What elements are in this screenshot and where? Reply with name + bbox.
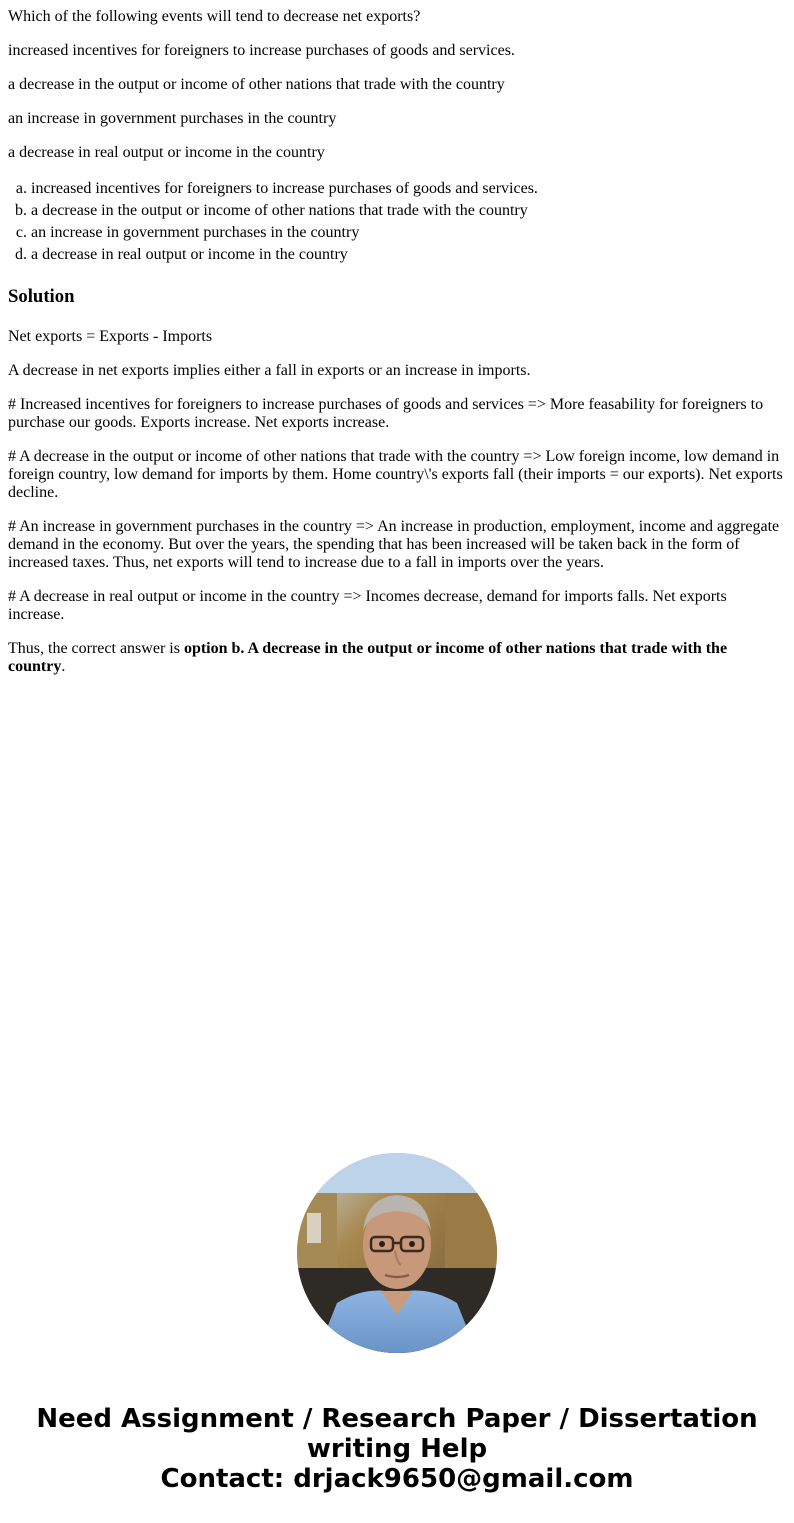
person-photo-icon: [297, 1153, 497, 1353]
choice-list: [8, 178, 786, 266]
conclusion-answer: option b. A decrease in the output or income of other nations that trade with the country: [8, 640, 728, 675]
promo-line-1: Need Assignment / Research Paper / Dissertation: [36, 1404, 758, 1434]
question-text: Which of the following events will tend to decrease net exports?: [8, 8, 421, 25]
solution-heading: Solution: [8, 286, 75, 307]
promo-line-2: writing Help: [306, 1434, 488, 1464]
solution-paragraph: A decrease in net exports implies either a fall in exports or an increase in imports.: [8, 362, 531, 379]
choice-item-c: c. an increase in government purchases in the country: [31, 222, 786, 244]
solution-paragraph: # A decrease in the output or income of other nations that trade with the country => Low foreign income, low demand in foreign country, low demand for imports by them. Home country\'s exports fall (their imports = our exports). Net exports decline.: [8, 448, 783, 501]
choice-item-a: a. increased incentives for foreigners to increase purchases of goods and services.: [31, 178, 786, 200]
solution-paragraph: # An increase in government purchases in the country => An increase in production, employment, income and aggregate demand in the economy. But over the years, the spending that has been increased will be taken back in the form of increased taxes. Thus, net exports will tend to increase due to a fall in imports over the years.: [8, 518, 780, 571]
promo-banner: [0, 1404, 794, 1494]
conclusion-prefix: Thus, the correct answer is: [8, 640, 184, 657]
choice-item-d: d. a decrease in real output or income in the country: [31, 244, 786, 266]
choice-item-b: b. a decrease in the output or income of other nations that trade with the country: [31, 200, 786, 222]
solution-paragraph: # Increased incentives for foreigners to increase purchases of goods and services => More feasability for foreigners to purchase our goods. Exports increase. Net exports increase.: [8, 396, 764, 431]
solution-paragraph: # A decrease in real output or income in the country => Incomes decrease, demand for imports falls. Net exports increase.: [8, 588, 727, 623]
avatar: [297, 1153, 497, 1353]
document-body: [8, 8, 786, 692]
solution-conclusion: [8, 640, 786, 676]
solution-paragraph: Net exports = Exports - Imports: [8, 328, 213, 345]
promo-contact: Contact: drjack9650@gmail.com: [160, 1464, 634, 1494]
choice-plain-d: a decrease in real output or income in the country: [8, 144, 325, 161]
choice-plain-c: an increase in government purchases in the country: [8, 110, 337, 127]
conclusion-suffix: .: [61, 658, 66, 675]
choice-plain-a: increased incentives for foreigners to increase purchases of goods and services.: [8, 42, 515, 59]
choice-plain-b: a decrease in the output or income of other nations that trade with the country: [8, 76, 505, 93]
